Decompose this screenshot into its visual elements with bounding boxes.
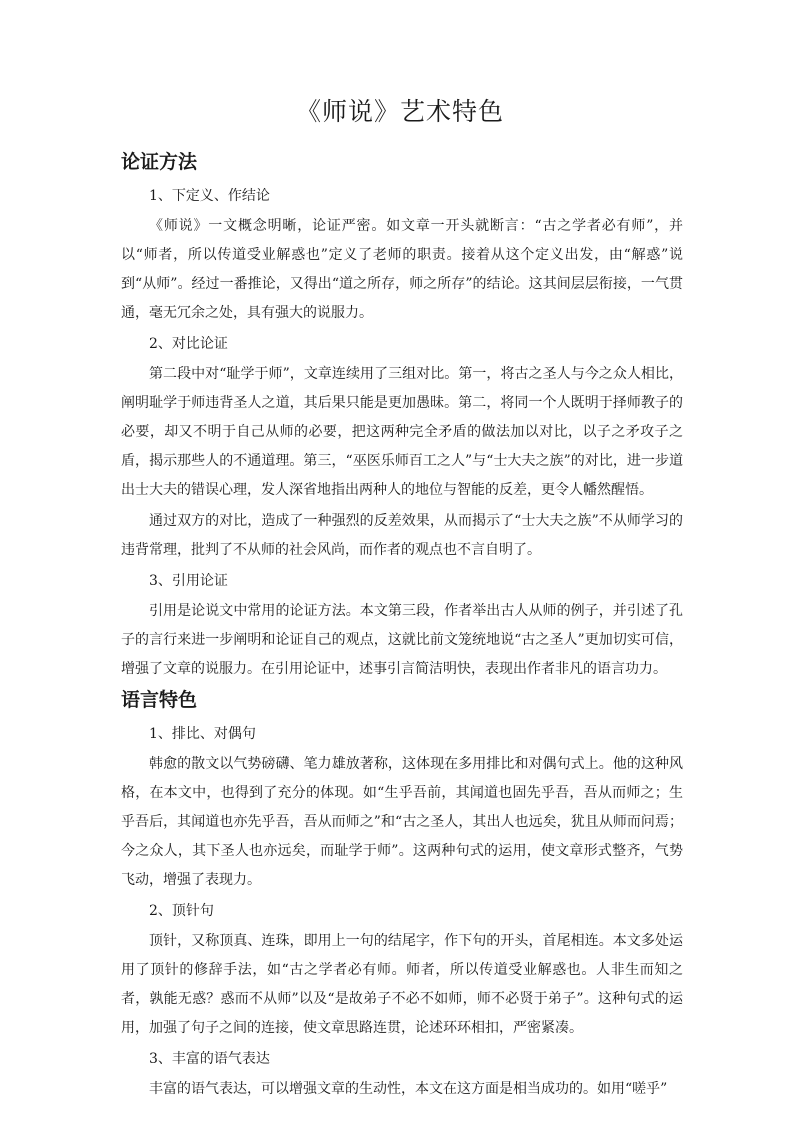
paragraph: 丰富的语气表达，可以增强文章的生动性，本文在这方面是相当成功的。如用“嗟乎” [149, 1081, 668, 1097]
paragraph: 《师说》一文概念明晰，论证严密。如文章一开头就断言：“古之学者必有师”，并以“师者，所以传道受业解惑也”定义了老师的职责。接着从这个定义出发，由“解惑”说到“从师”。经过一番推论，又得出“道之所存，师之所存”的结论。这其间层层衔接，一气贯通，毫无冗余之处，具有强大的说服力。 [121, 218, 683, 321]
subheading: 1、排比、对偶句 [149, 726, 256, 742]
paragraph: 引用是论说文中常用的论证方法。本文第三段，作者举出古人从师的例子，并引述了孔子的言行来进一步阐明和论证自己的观点，这就比前文笼统地说“古之圣人”更加切实可信，增强了文章的说服力。在引用论证中，述事引言简洁明快，表现出作者非凡的语言功力。 [121, 603, 683, 677]
subheading: 3、引用论证 [149, 573, 228, 589]
section-heading: 语言特色 [121, 689, 198, 711]
subheading: 3、丰富的语气表达 [149, 1051, 270, 1067]
section-argumentation-methods [121, 148, 683, 684]
section-heading: 论证方法 [121, 151, 198, 173]
paragraph: 第二段中对“耻学于师”，文章连续用了三组对比。第一，将古之圣人与今之众人相比，阐明耻学于师违背圣人之道，其后果只能是更加愚昧。第二，将同一个人既明于择师教子的必要，却又不明于自己从师的必要，把这两种完全矛盾的做法加以对比，以子之矛攻子之盾，揭示那些人的不通道理。第三，“巫医乐师百工之人”与“士大夫之族”的对比，进一步道出士大夫的错误心理，发人深省地指出两种人的地位与智能的反差，更令人幡然醒悟。 [121, 366, 683, 498]
subheading: 2、顶针句 [149, 903, 214, 919]
document-body [121, 148, 683, 1106]
paragraph: 韩愈的散文以气势磅礴、笔力雄放著称，这体现在多用排比和对偶句式上。他的这种风格，在本文中，也得到了充分的体现。如“生乎吾前，其闻道也固先乎吾，吾从而师之；生乎吾后，其闻道也亦先乎吾，吾从而师之”和“古之圣人，其出人也远矣，犹且从师而问焉；今之众人，其下圣人也亦远矣，而耻学于师”。这两种句式的运用，使文章形式整齐，气势飞动，增强了表现力。 [121, 756, 683, 888]
subheading: 1、下定义、作结论 [149, 188, 270, 204]
section-language-features [121, 686, 683, 1104]
paragraph: 通过双方的对比，造成了一种强烈的反差效果，从而揭示了“士大夫之族”不从师学习的违背常理，批判了不从师的社会风尚，而作者的观点也不言自明了。 [121, 513, 683, 558]
paragraph: 顶针，又称顶真、连珠，即用上一句的结尾字，作下句的开头，首尾相连。本文多处运用了顶针的修辞手法，如“古之学者必有师。师者，所以传道受业解惑也。人非生而知之者，孰能无惑？惑而不从师”以及“是故弟子不必不如师，师不必贤于弟子”。这种句式的运用，加强了句子之间的连接，使文章思路连贯，论述环环相扣，严密紧凑。 [121, 933, 683, 1036]
subheading: 2、对比论证 [149, 336, 228, 352]
document-title: 《师说》艺术特色 [295, 97, 504, 126]
